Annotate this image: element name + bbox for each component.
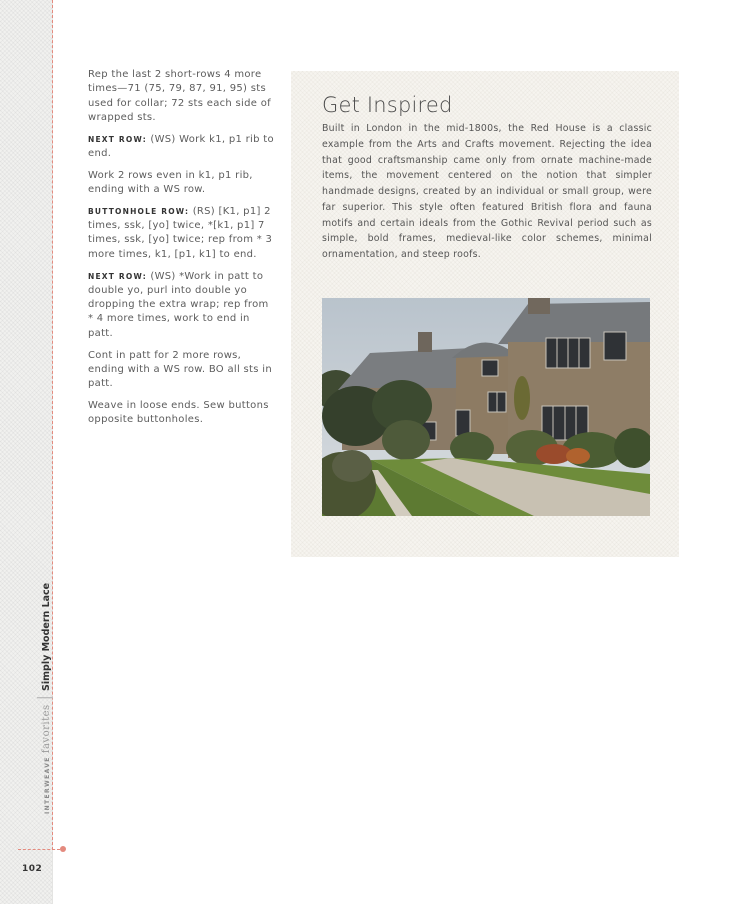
guide-dot <box>60 846 66 852</box>
row-text: (WS) Work k1, p1 rib to end. <box>88 133 274 159</box>
row-text: (RS) [K1, p1] 2 times, ssk, [yo] twice, *[k1, p1] 7 times, ssk, [yo] twice; rep from * 3 more times, k1, [p1, k1] to end. <box>88 205 273 260</box>
red-house-photo <box>322 298 650 516</box>
panel-title: Get Inspired <box>322 93 453 117</box>
dashed-guide-horizontal <box>18 849 60 850</box>
running-header <box>36 583 52 814</box>
panel-body: Built in London in the mid-1800s, the Red House is a classic example from the Arts and Crafts movement. Rejecting the idea that good craftsmanship came only from ornate machine-made items, the movement centered on the notion that simpler handmade designs, created by an individual or small group, were far superior. This style often featured British flora and fauna motifs and certain ideals from the Gothic Revival period such as simple, bold frames, medieval-like color schemes, minimal ornamentation, and steep roofs. <box>322 123 652 260</box>
instruction-paragraph: Weave in loose ends. Sew buttons opposite buttonholes. <box>88 399 269 426</box>
instruction-paragraph <box>88 205 274 262</box>
page-number: 102 <box>22 864 43 874</box>
instruction-paragraph: Cont in patt for 2 more rows, ending with a WS row. BO all sts in patt. <box>88 349 272 390</box>
publisher-name: INTERWEAVE <box>44 756 51 814</box>
pattern-instructions <box>88 68 274 435</box>
dashed-guide-vertical <box>52 0 53 850</box>
get-inspired-panel <box>291 71 679 557</box>
row-text: (WS) *Work in patt to double yo, purl into double yo dropping the extra wrap; rep from * 4 more times, work to end in patt. <box>88 270 269 339</box>
instruction-paragraph: Work 2 rows even in k1, p1 rib, ending with a WS row. <box>88 169 253 196</box>
series-name: favorites <box>41 704 52 754</box>
instruction-paragraph: Rep the last 2 short-rows 4 more times—71 (75, 79, 87, 91, 95) sts used for collar; 72 sts each side of wrapped sts. <box>88 69 271 123</box>
row-label: NEXT ROW: <box>88 271 147 281</box>
row-label: BUTTONHOLE ROW: <box>88 206 190 216</box>
instruction-paragraph <box>88 270 274 341</box>
row-label: NEXT ROW: <box>88 134 147 144</box>
header-separator: | <box>34 694 53 701</box>
instruction-paragraph <box>88 133 274 162</box>
book-title: Simply Modern Lace <box>41 582 52 691</box>
